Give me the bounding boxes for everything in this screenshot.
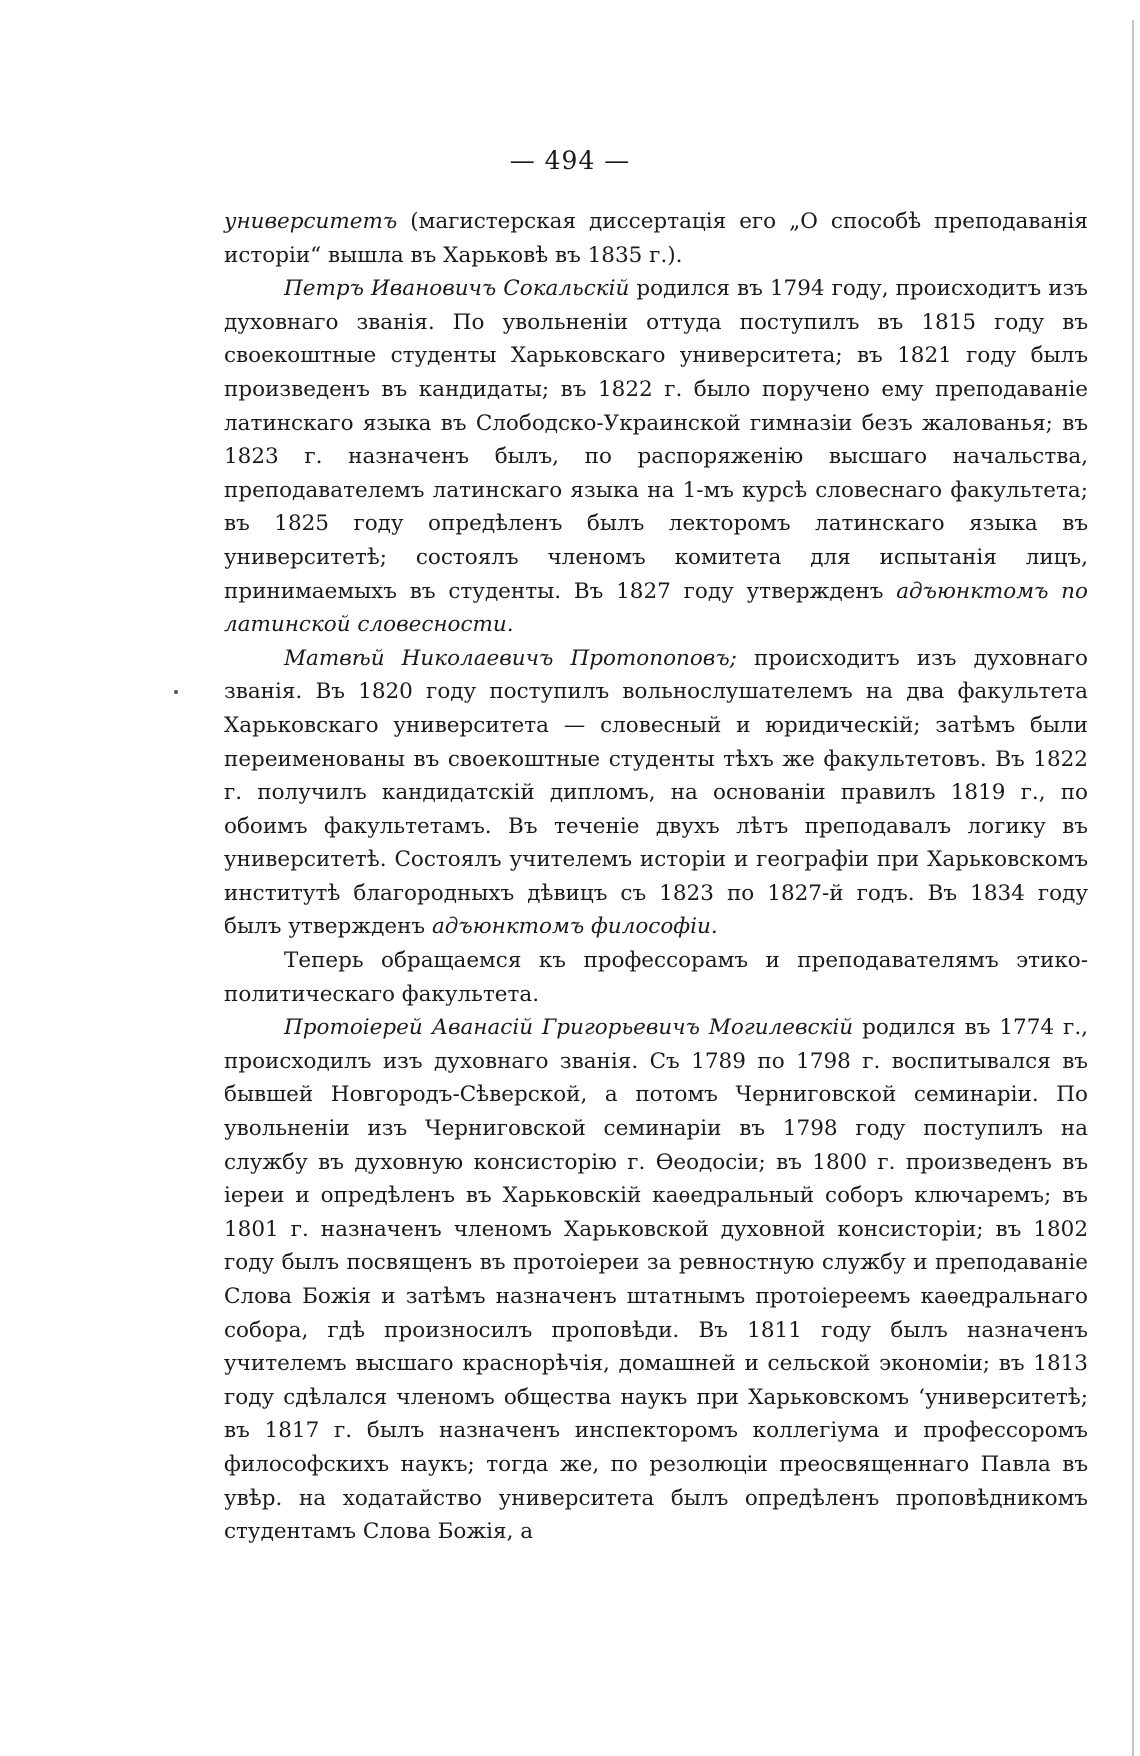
paragraph-1 bbox=[224, 205, 1088, 272]
paragraph-5-part-2: родился въ 1774 г., происходилъ изъ духовнаго званія. Съ 1789 по 1798 г. воспитывался въ бывшей Новгородъ-Сѣверской, а потомъ Черниговской семинаріи. По увольненіи изъ Черниговской семинаріи въ 1798 году поступилъ на службу въ духовную консисторію г. Өеодосіи; въ 1800 г. произведенъ въ іереи и опредѣленъ въ Харьковскій каѳедральный соборъ ключаремъ; въ 1801 г. назначенъ членомъ Харьковской духовной консисторіи; въ 1802 году былъ посвященъ въ протоіереи за ревностную службу и преподаваніе Слова Божія и затѣмъ назначенъ штатнымъ протоіереемъ каѳедральнаго собора, гдѣ произносилъ проповѣди. Въ 1811 году былъ назначенъ учителемъ высшаго краснорѣчія, домашней и сельской экономіи; въ 1813 году сдѣлался членомъ общества наукъ при Харьковскомъ ʻуниверситетѣ; въ 1817 г. былъ назначенъ инспекторомъ коллегіума и профессоромъ философскихъ наукъ; тогда же, по резолюціи преосвященнаго Павла въ увѣр. на ходатайство университета былъ опредѣленъ проповѣдникомъ студентамъ Слова Божія, а bbox=[224, 1015, 1088, 1545]
paragraph-5 bbox=[224, 1011, 1088, 1549]
paragraph-2-part-2: родился въ 1794 году, происходитъ изъ духовнаго званія. По увольненіи оттуда поступилъ въ 1815 году въ своекоштные студенты Харьковскаго университета; въ 1821 году былъ произведенъ въ кандидаты; въ 1822 г. было поручено ему преподаваніе латинскаго языка въ Слободско-Украинской гимназіи безъ жалованья; въ 1823 г. назначенъ былъ, по распоряженію высшаго начальства, преподавателемъ латинскаго языка на 1-мъ курсѣ словеснаго факультета; въ 1825 году опредѣленъ былъ лекторомъ латинскаго языка въ университетѣ; состоялъ членомъ комитета для испытанія лицъ, принимаемыхъ въ студенты. Въ 1827 году утвержденъ bbox=[224, 276, 1088, 604]
paragraph-1-part-1: университетъ bbox=[224, 209, 398, 234]
person-name-sokalsky: Петръ Ивановичъ Сокальскій bbox=[284, 276, 630, 302]
paragraph-3-part-3: адъюнктомъ философіи. bbox=[431, 914, 718, 940]
page-number: — 494 — bbox=[509, 146, 631, 175]
margin-mark bbox=[174, 690, 178, 694]
paragraph-2 bbox=[224, 272, 1088, 642]
paragraph-2-part-3: адъюнктомъ по латинской словесности. bbox=[224, 578, 1088, 638]
paragraph-4 bbox=[224, 944, 1088, 1011]
paragraph-4-part-1: Теперь обращаемся къ профессорамъ и преподавателямъ этико-политическаго факультета. bbox=[224, 948, 1088, 1007]
person-name-protopopov: Матвѣй Николаевичъ Протопоповъ; bbox=[284, 645, 737, 671]
page-edge-rule bbox=[1132, 20, 1134, 1756]
person-name-mogilevsky: Протоіерей Аванасій Григорьевичъ Могилевскій bbox=[284, 1015, 854, 1041]
paragraph-1-part-2: (магистерская диссертація его „О способѣ преподаванія исторіи“ вышла въ Харьковѣ въ 1835 г.). bbox=[224, 209, 1088, 268]
body-text bbox=[224, 205, 1088, 1549]
paragraph-3 bbox=[224, 642, 1088, 944]
paragraph-3-part-2: происходитъ изъ духовнаго званія. Въ 1820 году поступилъ вольнослушателемъ на два факультета Харьковскаго университета — словесный и юридическій; затѣмъ были переименованы въ своекоштные студенты тѣхъ же факультетовъ. Въ 1822 г. получилъ кандидатскій дипломъ, на основаніи правилъ 1819 г., по обоимъ факультетамъ. Въ теченіе двухъ лѣтъ преподавалъ логику въ университетѣ. Состоялъ учителемъ исторіи и географіи при Харьковскомъ институтѣ благородныхъ дѣвицъ съ 1823 по 1827-й годъ. Въ 1834 году былъ утвержденъ bbox=[224, 645, 1088, 940]
